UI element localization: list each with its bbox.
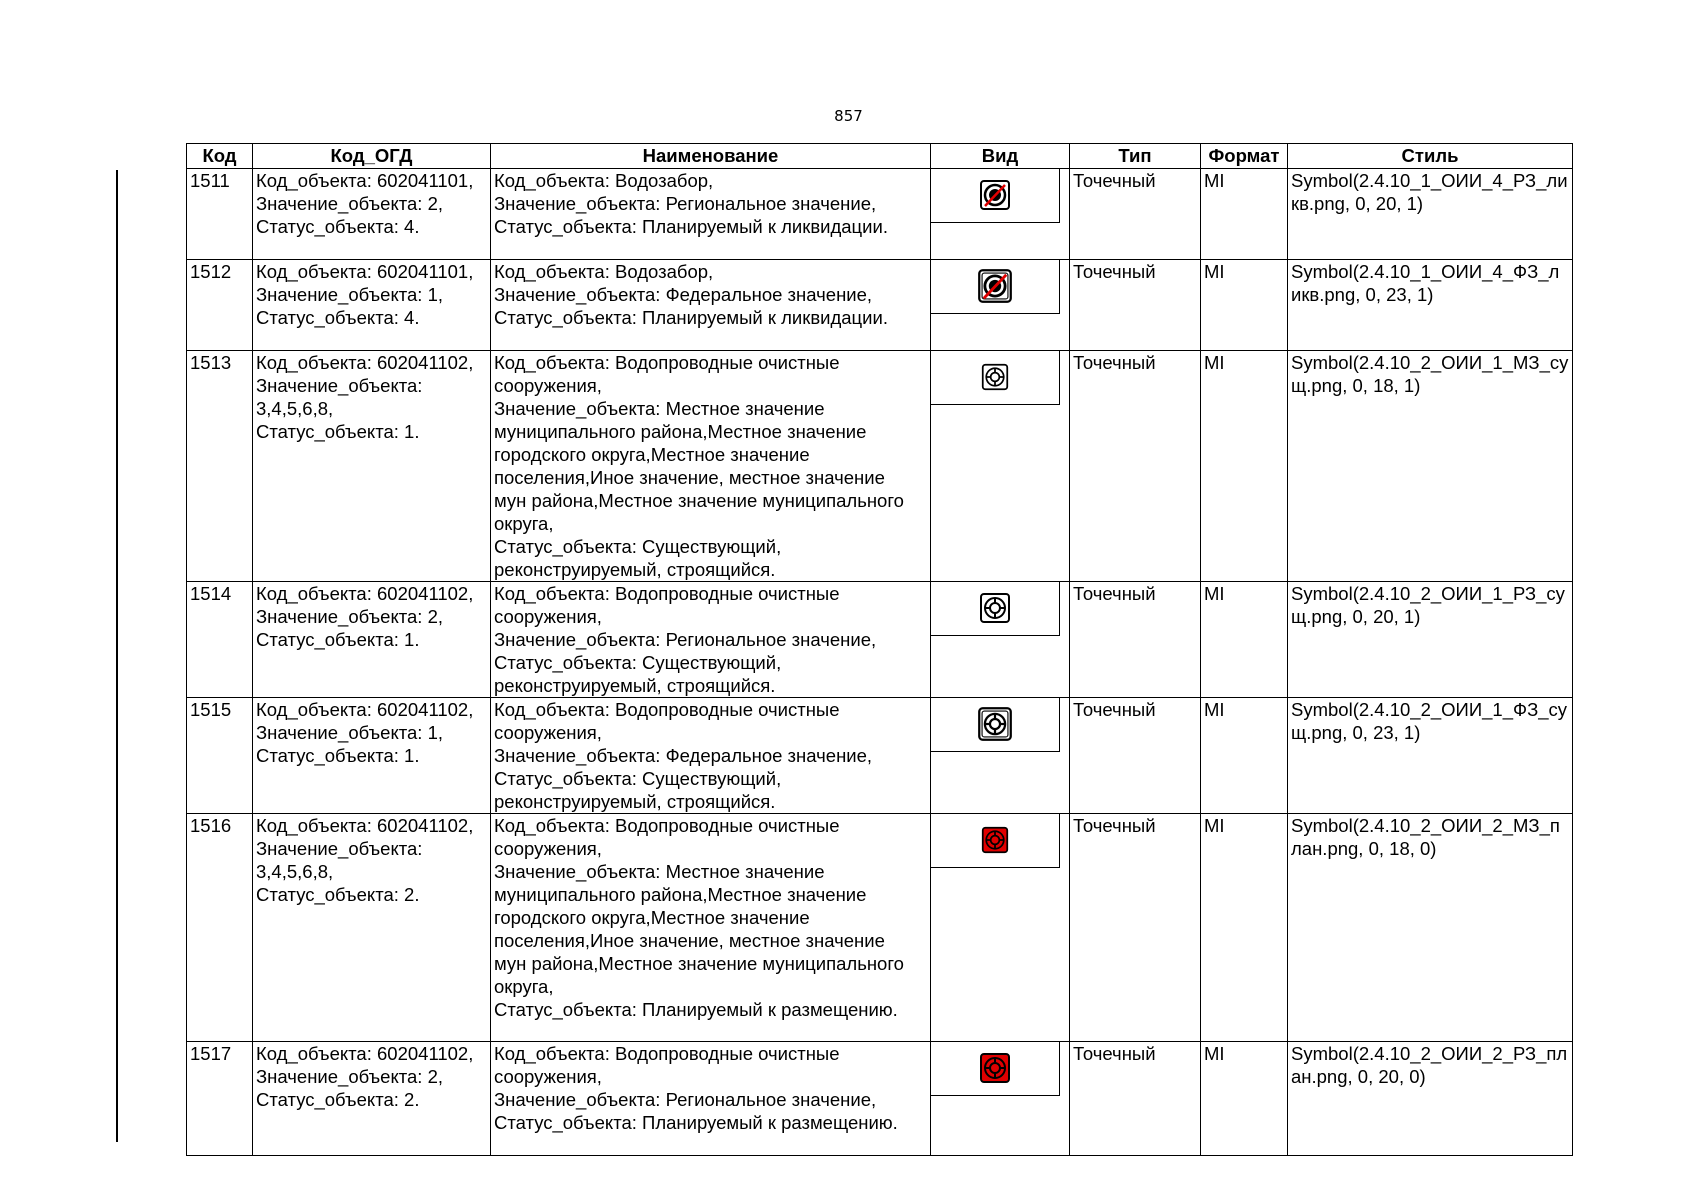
cell-view <box>931 582 1070 698</box>
header-ogd: Код_ОГД <box>253 144 491 169</box>
cell-format: MI <box>1201 814 1288 1042</box>
icon-frame <box>931 351 1060 405</box>
cell-code: 1512 <box>187 260 253 351</box>
table-row <box>187 351 1573 582</box>
cell-view <box>931 351 1070 582</box>
cell-view <box>931 698 1070 814</box>
header-view: Вид <box>931 144 1070 169</box>
table-row <box>187 260 1573 351</box>
header-type: Тип <box>1070 144 1201 169</box>
cell-style: Symbol(2.4.10_2_ОИИ_1_МЗ_сущ.png, 0, 18, 1) <box>1288 351 1573 582</box>
cell-format: MI <box>1201 1042 1288 1156</box>
table-row <box>187 1042 1573 1156</box>
cell-name: Код_объекта: Водопроводные очистные сооружения, Значение_объекта: Региональное значение, Статус_объекта: Существующий, реконструируемый, строящийся. <box>491 582 931 698</box>
cell-style: Symbol(2.4.10_1_ОИИ_4_РЗ_ликв.png, 0, 20, 1) <box>1288 169 1573 260</box>
water-treatment-existing-local-icon <box>981 363 1009 391</box>
cell-name: Код_объекта: Водопроводные очистные сооружения, Значение_объекта: Местное значение муниципального района,Местное значение городского округа,Местное значение поселения,Иное значение, местное значение мун района,Местное значение муниципального округа, Статус_объекта: Планируемый к размещению. <box>491 814 931 1042</box>
cell-type: Точечный <box>1070 169 1201 260</box>
icon-frame <box>931 814 1060 868</box>
table-row <box>187 169 1573 260</box>
water-treatment-planned-regional-icon <box>979 1052 1011 1084</box>
cell-format: MI <box>1201 698 1288 814</box>
cell-ogd: Код_объекта: 602041102, Значение_объекта: 3,4,5,6,8, Статус_объекта: 1. <box>253 351 491 582</box>
page-number: 857 <box>834 107 863 125</box>
cell-name: Код_объекта: Водопроводные очистные сооружения, Значение_объекта: Региональное значение, Статус_объекта: Планируемый к размещению. <box>491 1042 931 1156</box>
cell-style: Symbol(2.4.10_2_ОИИ_2_МЗ_план.png, 0, 18, 0) <box>1288 814 1573 1042</box>
cell-style: Symbol(2.4.10_2_ОИИ_1_РЗ_сущ.png, 0, 20, 1) <box>1288 582 1573 698</box>
cell-format: MI <box>1201 169 1288 260</box>
cell-view <box>931 260 1070 351</box>
cell-type: Точечный <box>1070 698 1201 814</box>
cell-ogd: Код_объекта: 602041102, Значение_объекта: 1, Статус_объекта: 1. <box>253 698 491 814</box>
header-style: Стиль <box>1288 144 1573 169</box>
cell-code: 1517 <box>187 1042 253 1156</box>
water-intake-liquidation-federal-icon <box>977 268 1013 304</box>
cell-name: Код_объекта: Водозабор, Значение_объекта: Региональное значение, Статус_объекта: Планируемый к ликвидации. <box>491 169 931 260</box>
cell-style: Symbol(2.4.10_1_ОИИ_4_ФЗ_ликв.png, 0, 23, 1) <box>1288 260 1573 351</box>
cell-ogd: Код_объекта: 602041101, Значение_объекта: 1, Статус_объекта: 4. <box>253 260 491 351</box>
icon-frame <box>931 169 1060 223</box>
cell-view <box>931 169 1070 260</box>
cell-format: MI <box>1201 351 1288 582</box>
margin-line <box>116 170 118 1142</box>
icon-frame <box>931 260 1060 314</box>
cell-name: Код_объекта: Водозабор, Значение_объекта: Федеральное значение, Статус_объекта: Планируемый к ликвидации. <box>491 260 931 351</box>
table-row <box>187 582 1573 698</box>
water-treatment-existing-regional-icon <box>979 592 1011 624</box>
cell-ogd: Код_объекта: 602041102, Значение_объекта: 2, Статус_объекта: 1. <box>253 582 491 698</box>
cell-format: MI <box>1201 582 1288 698</box>
cell-name: Код_объекта: Водопроводные очистные сооружения, Значение_объекта: Местное значение муниципального района,Местное значение городского округа,Местное значение поселения,Иное значение, местное значение мун района,Местное значение муниципального округа, Статус_объекта: Существующий, реконструируемый, строящийся. <box>491 351 931 582</box>
cell-code: 1514 <box>187 582 253 698</box>
cell-code: 1513 <box>187 351 253 582</box>
cell-name: Код_объекта: Водопроводные очистные сооружения, Значение_объекта: Федеральное значение, Статус_объекта: Существующий, реконструируемый, строящийся. <box>491 698 931 814</box>
icon-frame <box>931 582 1060 636</box>
cell-code: 1511 <box>187 169 253 260</box>
cell-code: 1515 <box>187 698 253 814</box>
cell-format: MI <box>1201 260 1288 351</box>
header-name: Наименование <box>491 144 931 169</box>
water-intake-liquidation-regional-icon <box>979 179 1011 211</box>
water-treatment-existing-federal-icon <box>977 706 1013 742</box>
water-treatment-planned-local-icon <box>981 826 1009 854</box>
icon-frame <box>931 698 1060 752</box>
cell-view <box>931 1042 1070 1156</box>
cell-type: Точечный <box>1070 351 1201 582</box>
cell-view <box>931 814 1070 1042</box>
header-row <box>187 144 1573 169</box>
table-row <box>187 698 1573 814</box>
cell-type: Точечный <box>1070 814 1201 1042</box>
symbol-catalog-table <box>186 143 1573 1156</box>
cell-type: Точечный <box>1070 1042 1201 1156</box>
cell-style: Symbol(2.4.10_2_ОИИ_1_ФЗ_сущ.png, 0, 23, 1) <box>1288 698 1573 814</box>
cell-code: 1516 <box>187 814 253 1042</box>
cell-ogd: Код_объекта: 602041102, Значение_объекта: 2, Статус_объекта: 2. <box>253 1042 491 1156</box>
cell-type: Точечный <box>1070 582 1201 698</box>
icon-frame <box>931 1042 1060 1096</box>
cell-type: Точечный <box>1070 260 1201 351</box>
cell-ogd: Код_объекта: 602041101, Значение_объекта: 2, Статус_объекта: 4. <box>253 169 491 260</box>
cell-style: Symbol(2.4.10_2_ОИИ_2_РЗ_план.png, 0, 20, 0) <box>1288 1042 1573 1156</box>
table-row <box>187 814 1573 1042</box>
header-code: Код <box>187 144 253 169</box>
cell-ogd: Код_объекта: 602041102, Значение_объекта: 3,4,5,6,8, Статус_объекта: 2. <box>253 814 491 1042</box>
header-format: Формат <box>1201 144 1288 169</box>
